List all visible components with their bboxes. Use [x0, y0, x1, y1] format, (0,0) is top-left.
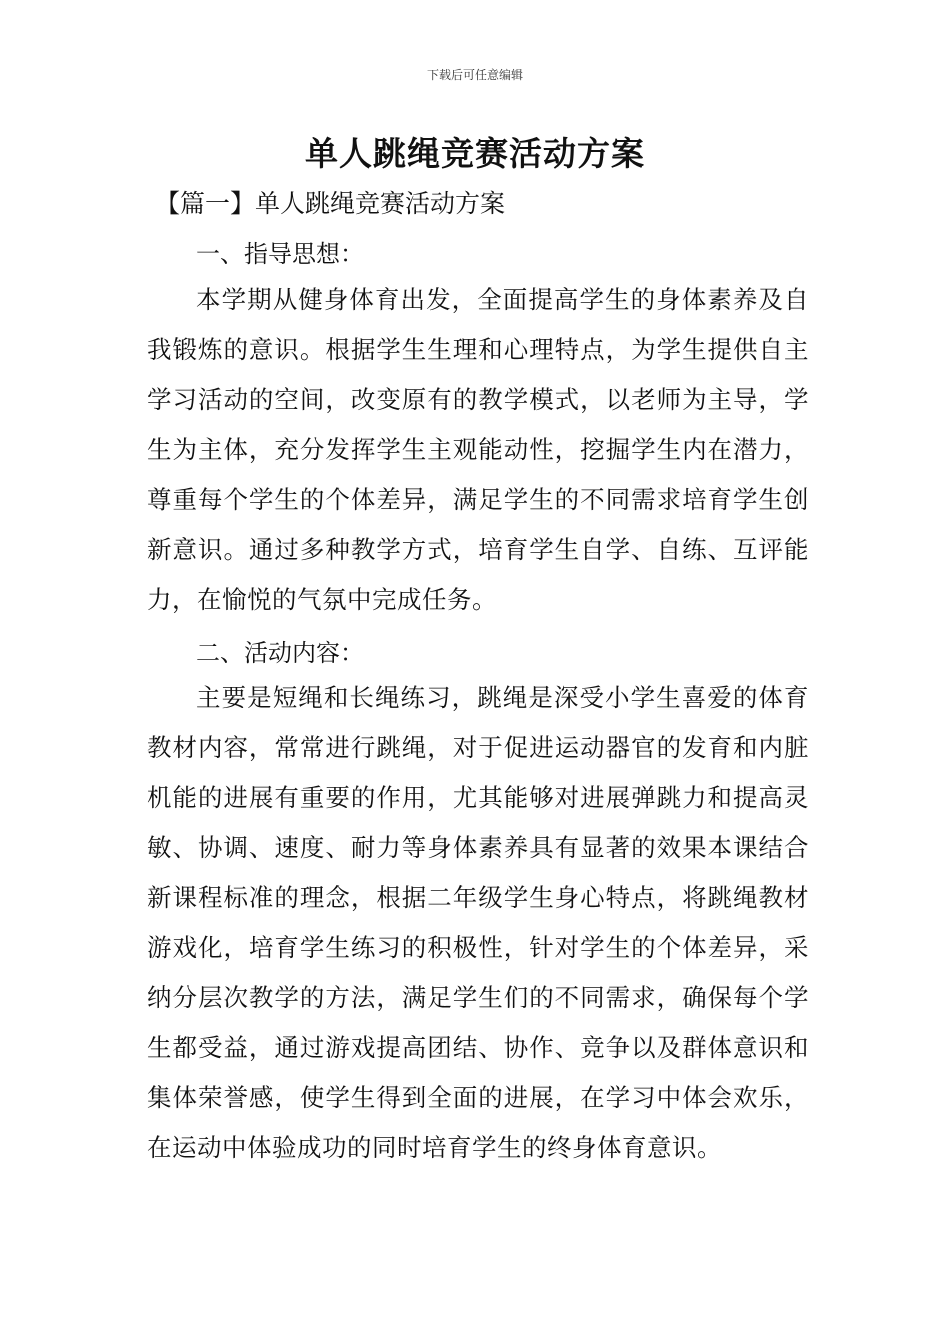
document-title: 单人跳绳竞赛活动方案: [305, 134, 645, 173]
header-note: 下载后可任意编辑: [426, 68, 523, 82]
heading-activity-content: 二、活动内容：: [196, 639, 364, 667]
paragraph-guiding-thought: 本学期从健身体育出发，全面提高学生的身体素养及自我锻炼的意识。根据学生生理和心理特点，为学生提供自主学习活动的空间，改变原有的教学模式，以老师为主导，学生为主体，充分发挥学生主观能动性，挖掘学生内在潜力，尊重每个学生的个体差异，满足学生的不同需求培育学生创新意识。通过多种教学方式，培育学生自学、自练、互评能力，在愉悦的气氛中完成任务。: [147, 285, 809, 614]
section-title: 【篇一】单人跳绳竞赛活动方案: [155, 189, 506, 218]
heading-guiding-thought: 一、指导思想：: [196, 240, 364, 268]
paragraph-activity-content: 主要是短绳和长绳练习，跳绳是深受小学生喜爱的体育教材内容，常常进行跳绳，对于促进运动器官的发育和内脏机能的进展有重要的作用，尤其能够对进展弹跳力和提高灵敏、协调、速度、耐力等身体素养具有显著的效果本课结合新课程标准的理念，根据二年级学生身心特点，将跳绳教材游戏化，培育学生练习的积极性，针对学生的个体差异，采纳分层次教学的方法，满足学生们的不同需求，确保每个学生都受益，通过游戏提高团结、协作、竞争以及群体意识和集体荣誉感，使学生得到全面的进展，在学习中体会欢乐，在运动中体验成功的同时培育学生的终身体育意识。: [147, 683, 809, 1162]
